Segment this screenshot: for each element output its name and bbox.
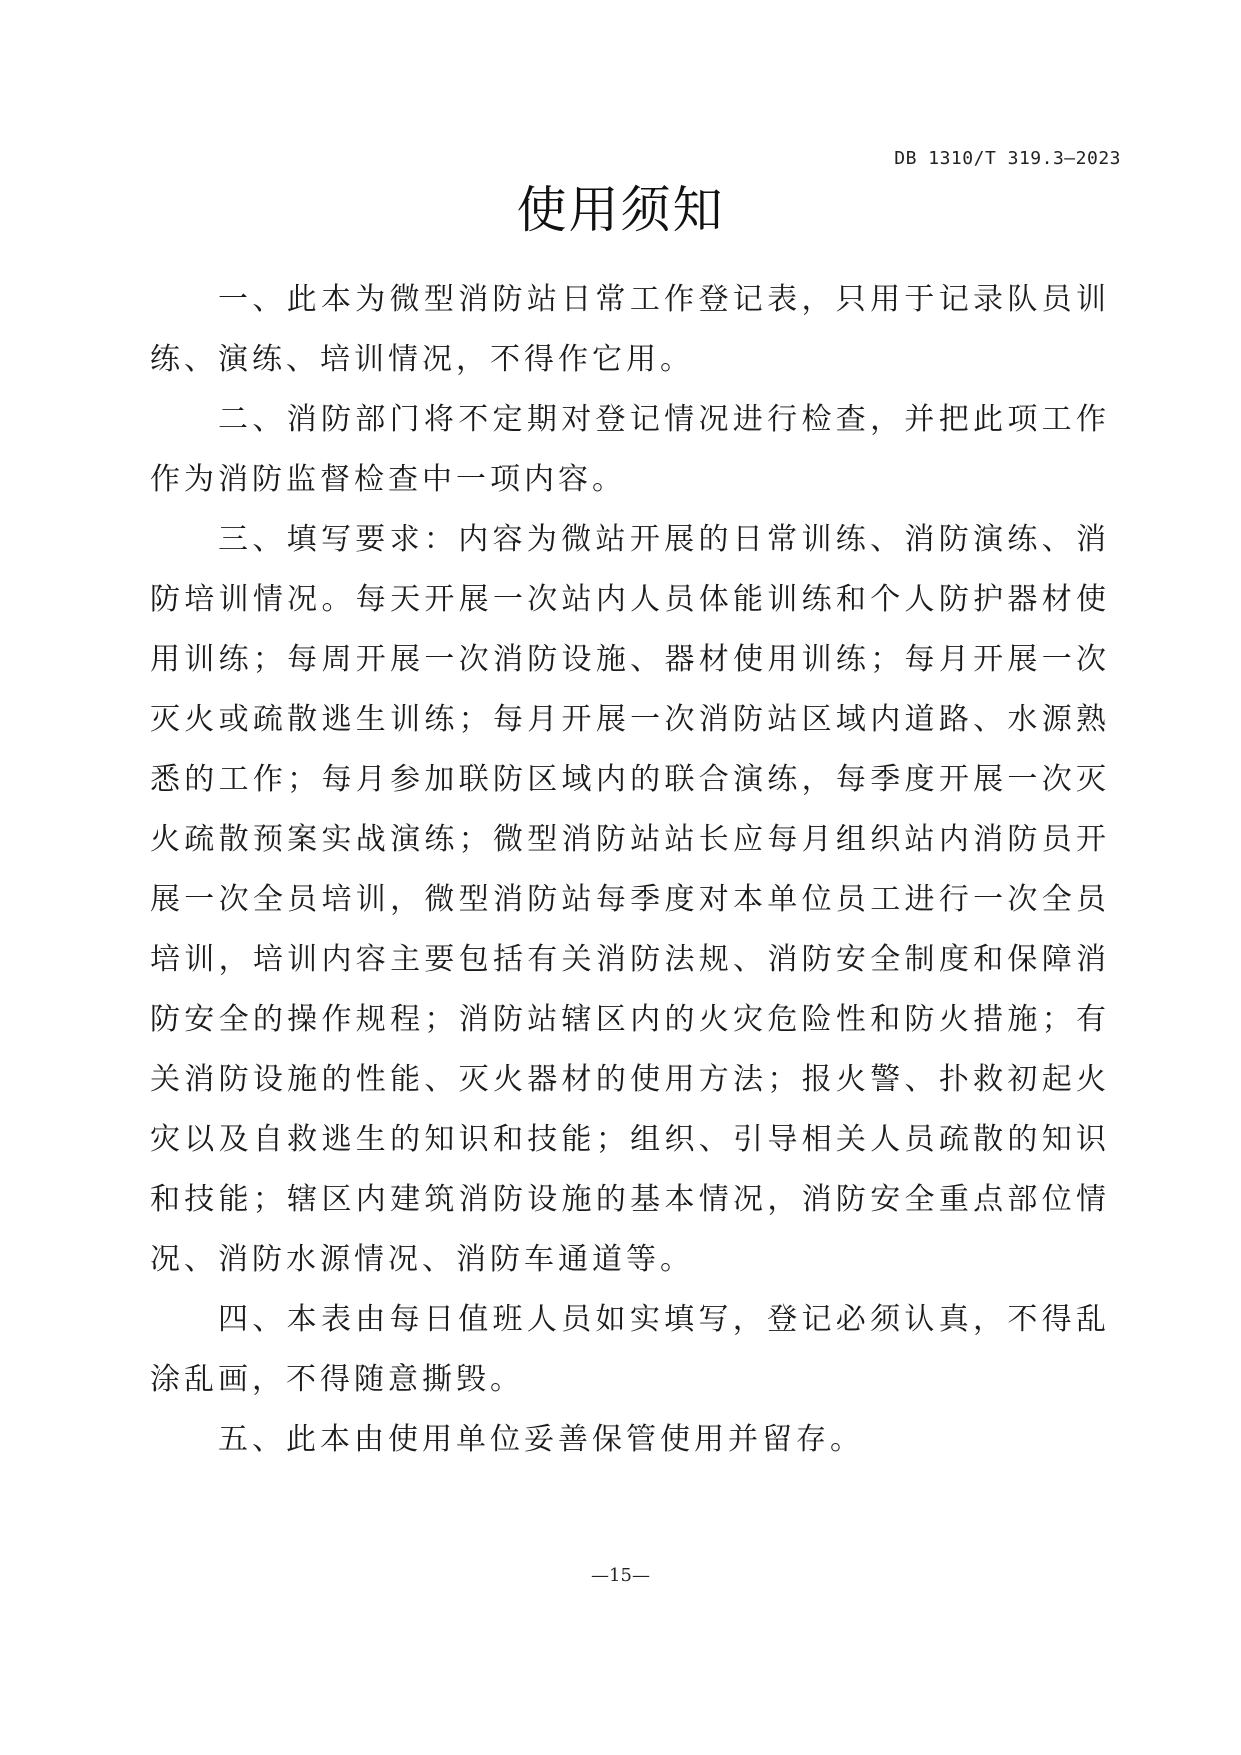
notice-item-2: 二、消防部门将不定期对登记情况进行检查，并把此项工作作为消防监督检查中一项内容。 [150,402,1110,497]
notice-item-1: 一、此本为微型消防站日常工作登记表，只用于记录队员训练、演练、培训情况，不得作它用。 [150,282,1110,377]
page-title: 使用须知 [516,181,725,239]
notice-item-5: 五、此本由使用单位妥善保管使用并留存。 [218,1422,864,1457]
document-code: DB 1310/T 319.3—2023 [894,148,1121,169]
notice-body [150,270,1110,1470]
page-number: —15— [591,1565,650,1586]
notice-item-4: 四、本表由每日值班人员如实填写，登记必须认真，不得乱涂乱画，不得随意撕毁。 [150,1302,1110,1397]
notice-item-3: 三、填写要求：内容为微站开展的日常训练、消防演练、消防培训情况。每天开展一次站内人员体能训练和个人防护器材使用训练；每周开展一次消防设施、器材使用训练；每月开展一次灭火或疏散逃生训练；每月开展一次消防站区域内道路、水源熟悉的工作；每月参加联防区域内的联合演练，每季度开展一次灭火疏散预案实战演练；微型消防站站长应每月组织站内消防员开展一次全员培训，微型消防站每季度对本单位员工进行一次全员培训，培训内容主要包括有关消防法规、消防安全制度和保障消防安全的操作规程；消防站辖区内的火灾危险性和防火措施；有关消防设施的性能、灭火器材的使用方法；报火警、扑救初起火灾以及自救逃生的知识和技能；组织、引导相关人员疏散的知识和技能；辖区内建筑消防设施的基本情况，消防安全重点部位情况、消防水源情况、消防车通道等。 [150,522,1110,1277]
